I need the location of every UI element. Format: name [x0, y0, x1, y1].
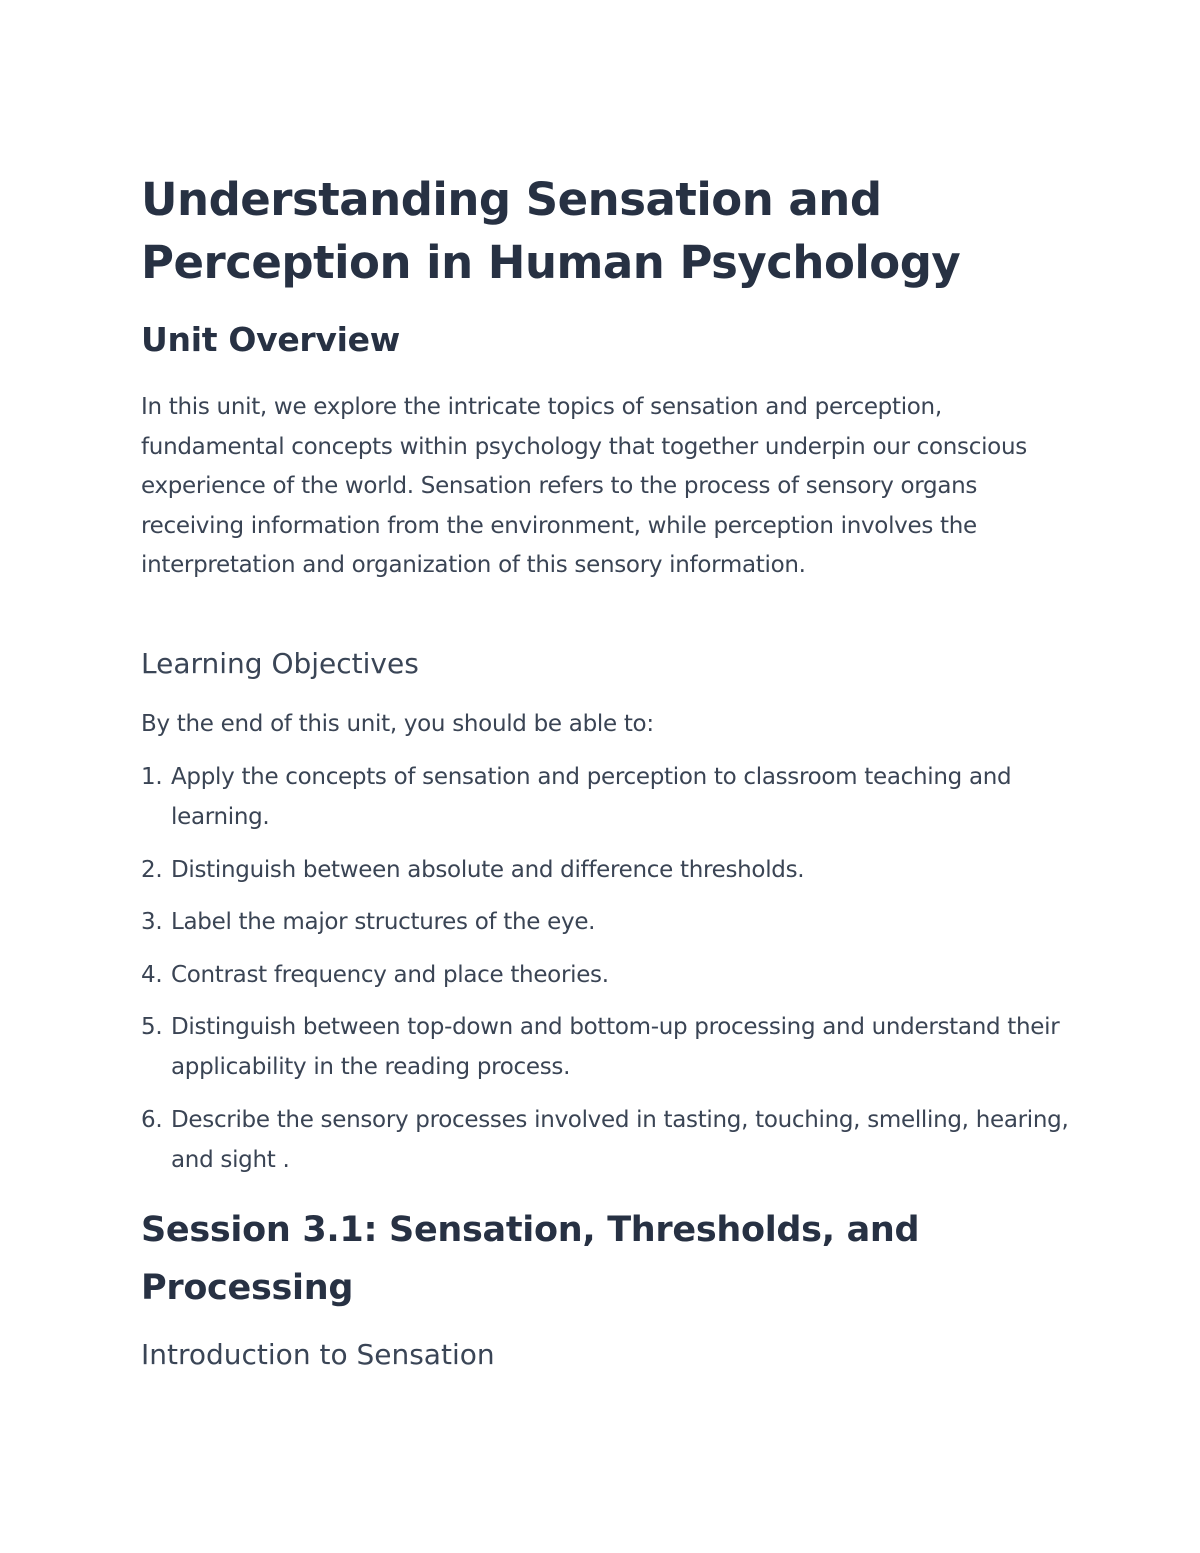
- unit-overview-heading: Unit Overview: [141, 320, 400, 359]
- objective-item: [141, 757, 1071, 837]
- objective-number: 5.: [141, 1014, 163, 1040]
- objective-text: Distinguish between absolute and difference thresholds.: [171, 856, 805, 883]
- objective-text: Describe the sensory processes involved in tasting, touching, smelling, hearing, and sight .: [171, 1106, 1069, 1173]
- objective-number: 1.: [141, 764, 163, 790]
- objective-number: 4.: [141, 961, 163, 988]
- objective-text: Contrast frequency and place theories.: [171, 961, 609, 988]
- objective-item: [141, 1007, 1071, 1087]
- objective-text: Distinguish between top-down and bottom-up processing and understand their applicability in the reading process.: [171, 1014, 1060, 1080]
- objective-item: [141, 1100, 1071, 1180]
- learning-objectives-list: [141, 757, 1071, 1192]
- session-subheading: Introduction to Sensation: [141, 1338, 495, 1371]
- learning-objectives-intro: By the end of this unit, you should be able to:: [141, 711, 654, 737]
- document-title: Understanding Sensation and Perception in Human Psychology: [141, 173, 961, 289]
- session-heading: Session 3.1: Sensation, Thresholds, and Processing: [141, 1210, 920, 1308]
- objective-item: [141, 902, 1071, 942]
- objective-item: [141, 955, 1071, 995]
- learning-objectives-heading: Learning Objectives: [141, 647, 419, 680]
- objective-number: 3.: [141, 909, 163, 935]
- objective-item: [141, 850, 1071, 890]
- unit-overview-paragraph: In this unit, we explore the intricate topics of sensation and perception, fundamental concepts within psychology that together underpin our conscious experience of the world. Sensation refers to the process of sensory organs receiving information from the environment, while perception involves the interpretation and organization of this sensory information.: [141, 394, 1027, 578]
- objective-text: Label the major structures of the eye.: [171, 909, 596, 935]
- objective-number: 6.: [141, 1106, 163, 1133]
- objective-text: Apply the concepts of sensation and perception to classroom teaching and learning.: [171, 764, 1012, 830]
- objective-number: 2.: [141, 856, 163, 883]
